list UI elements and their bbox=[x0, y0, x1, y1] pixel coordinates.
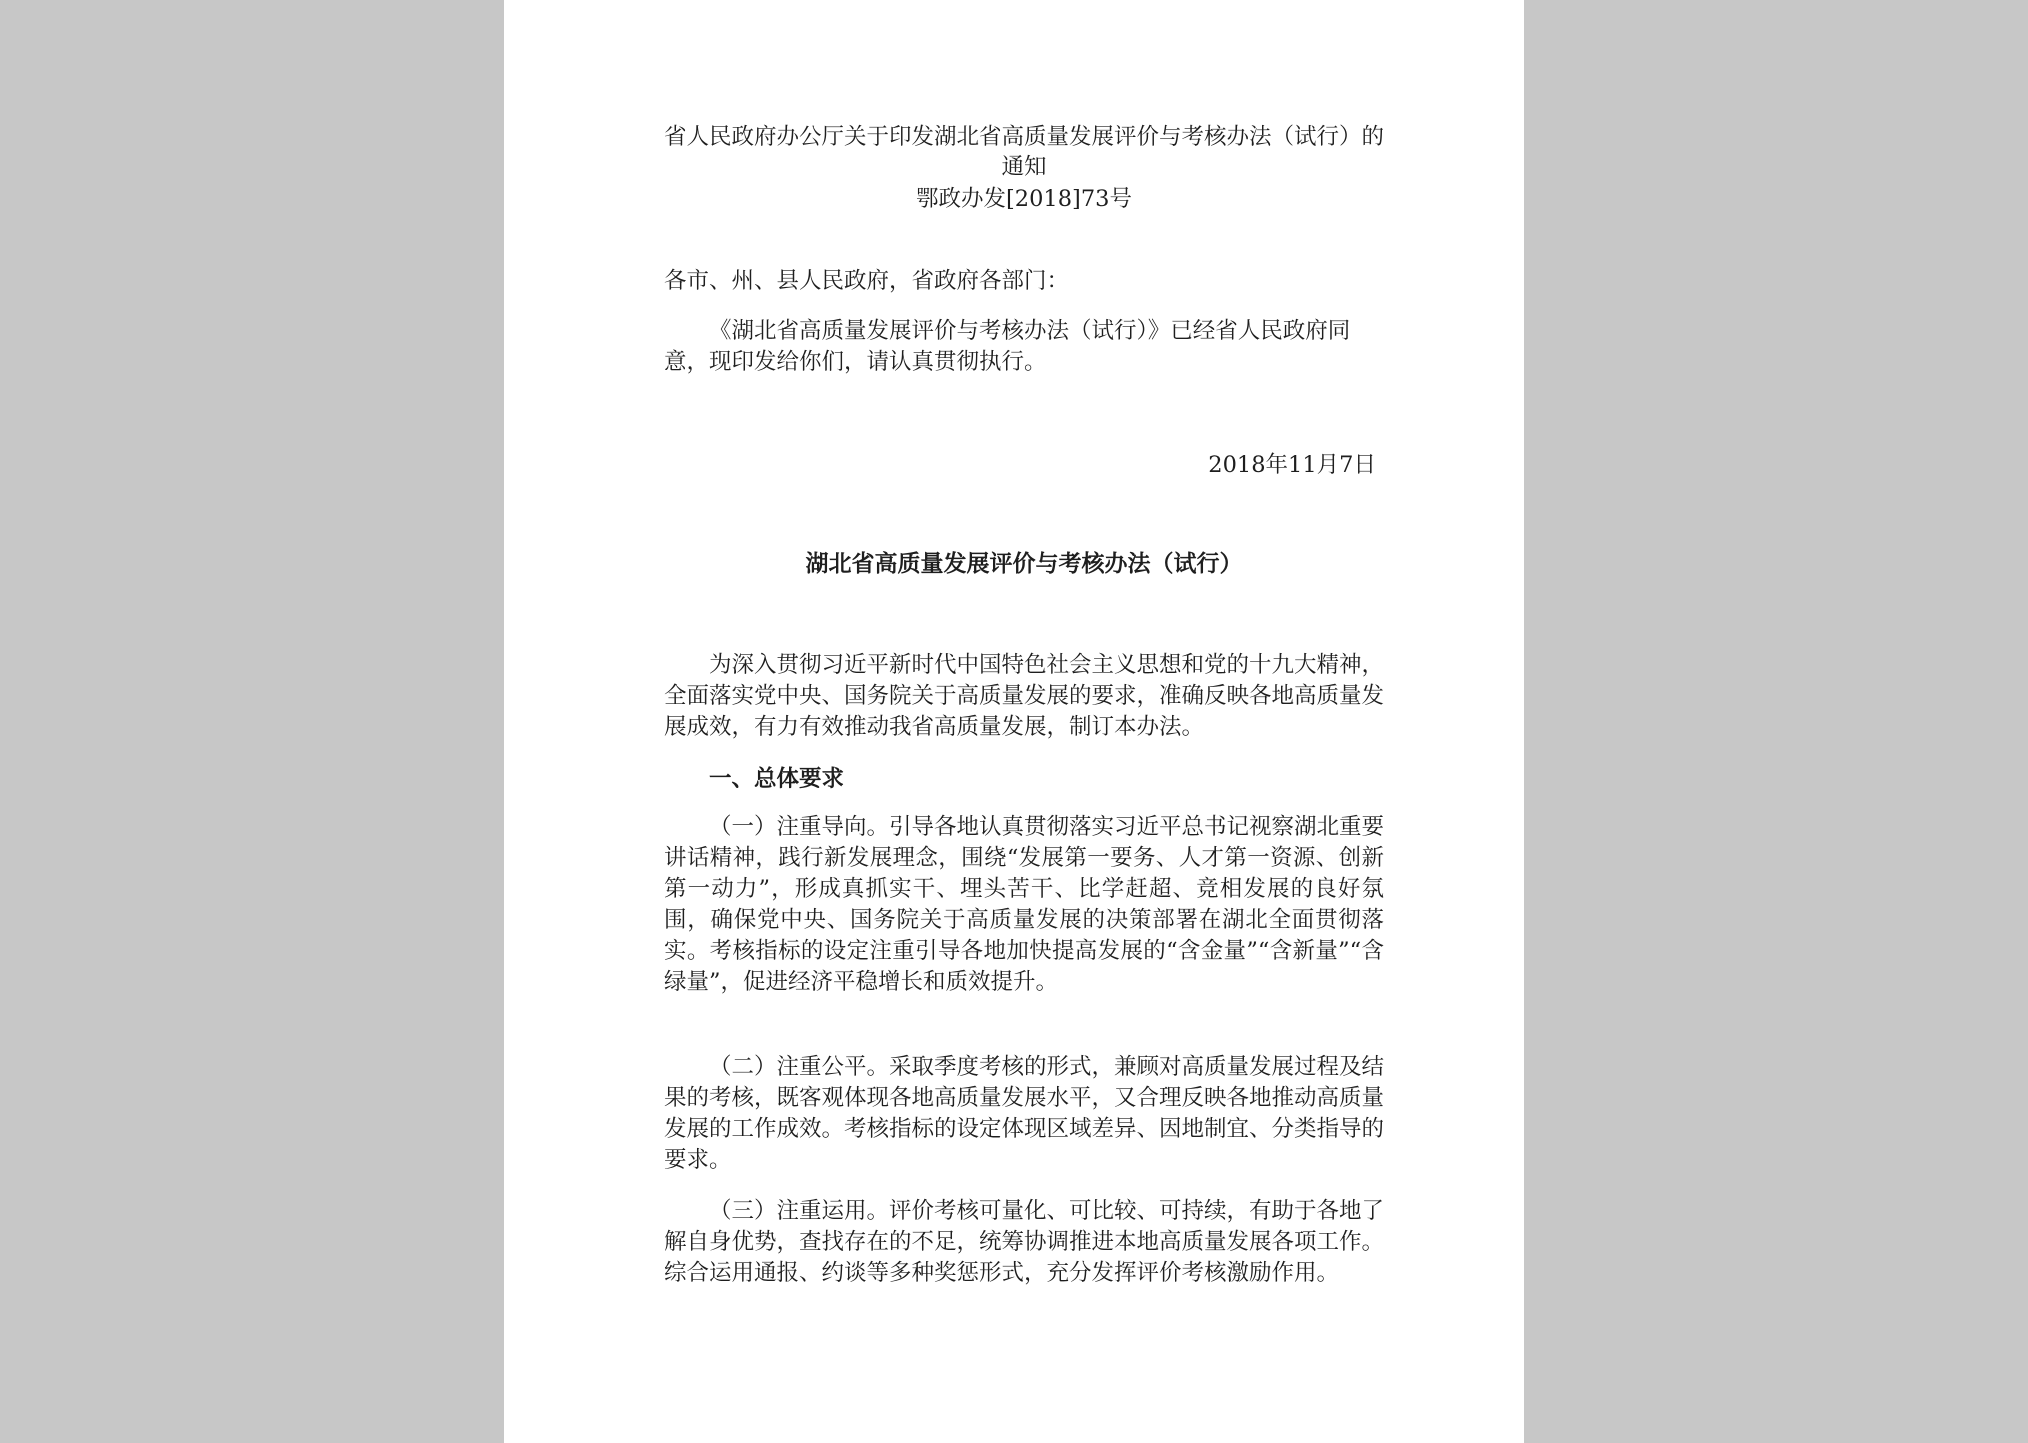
section-heading: 一、总体要求 bbox=[709, 766, 845, 792]
document-number: 鄂政办发[2018]73号 bbox=[916, 186, 1132, 212]
intro-paragraph: 《湖北省高质量发展评价与考核办法（试行）》已经省人民政府同意，现印发给你们，请认真贯彻执行。 bbox=[664, 318, 1351, 375]
document-page bbox=[504, 0, 1524, 1443]
issue-date: 2018年11月7日 bbox=[1208, 452, 1376, 478]
paragraph-3: （二）注重公平。采取季度考核的形式，兼顾对高质量发展过程及结果的考核，既客观体现各地高质量发展水平，又合理反映各地推动高质量发展的工作成效。考核指标的设定体现区域差异、因地制宜、分类指导的要求。 bbox=[664, 1054, 1385, 1173]
main-title: 湖北省高质量发展评价与考核办法（试行） bbox=[805, 551, 1243, 577]
paragraph-2: （一）注重导向。引导各地认真贯彻落实习近平总书记视察湖北重要讲话精神，践行新发展理念，围绕“发展第一要务、人才第一资源、创新第一动力”，形成真抓实干、埋头苦干、比学赶超、竞相发展的良好氛围，确保党中央、国务院关于高质量发展的决策部署在湖北全面贯彻落实。考核指标的设定注重引导各地加快提高发展的“含金量”“含新量”“含绿量”，促进经济平稳增长和质效提升。 bbox=[664, 814, 1385, 995]
paragraph-1: 为深入贯彻习近平新时代中国特色社会主义思想和党的十九大精神，全面落实党中央、国务院关于高质量发展的要求，准确反映各地高质量发展成效，有力有效推动我省高质量发展，制订本办法。 bbox=[664, 652, 1385, 740]
salutation: 各市、州、县人民政府，省政府各部门： bbox=[664, 268, 1070, 294]
notice-title: 省人民政府办公厅关于印发湖北省高质量发展评价与考核办法（试行）的通知 bbox=[664, 124, 1385, 180]
paragraph-4: （三）注重运用。评价考核可量化、可比较、可持续，有助于各地了解自身优势，查找存在的不足，统筹协调推进本地高质量发展各项工作。综合运用通报、约谈等多种奖惩形式，充分发挥评价考核激励作用。 bbox=[664, 1198, 1385, 1286]
